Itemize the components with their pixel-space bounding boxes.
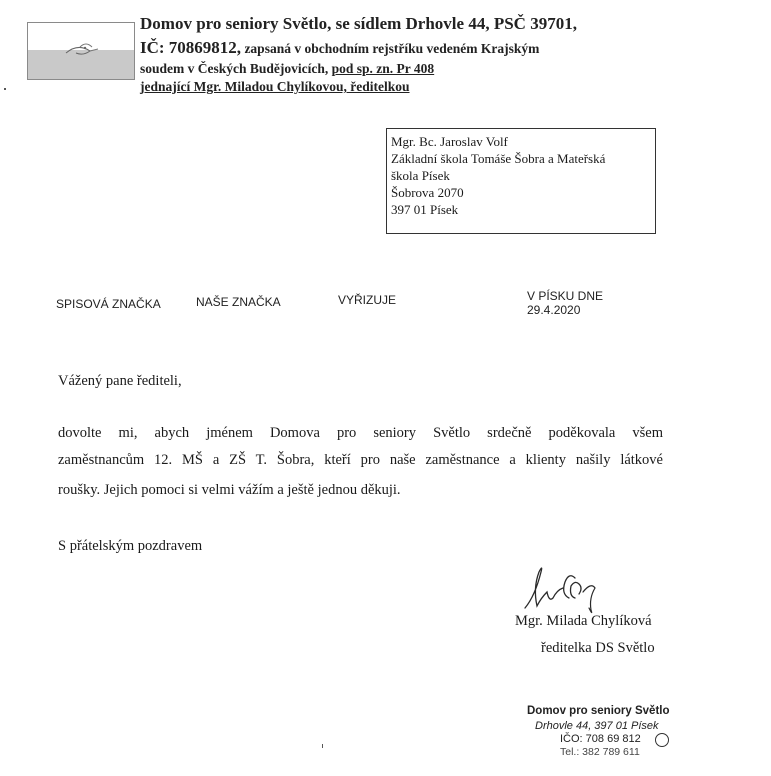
- recipient-school-line-2: škola Písek: [391, 168, 450, 183]
- letter-paragraph-line-2: zaměstnancům 12. MŠ a ZŠ T. Šobra, kteří pro naše zaměstnance a klienty našily látkové: [58, 452, 663, 468]
- stamp-circle-icon: [655, 733, 669, 747]
- header-line-4: jednající Mgr. Miladou Chylíkovou, ředitelkou: [140, 79, 410, 94]
- header-court-text: soudem v Českých Budějovicích,: [140, 61, 332, 76]
- signatory-role: ředitelka DS Světlo: [541, 640, 655, 656]
- organization-logo: [27, 22, 135, 80]
- recipient-school-line-1: Základní škola Tomáše Šobra a Mateřská: [391, 151, 606, 166]
- recipient-street: Šobrova 2070: [391, 185, 464, 200]
- header-file-number: pod sp. zn. Pr 408: [331, 61, 435, 76]
- header-line-2: [140, 38, 640, 58]
- recipient-city: 397 01 Písek: [391, 202, 459, 217]
- header-ico: IČ: 70869812,: [140, 38, 242, 57]
- header-registry-text: zapsaná v obchodním rejstříku vedeném Krajským: [241, 41, 540, 56]
- scan-speck: [322, 744, 323, 748]
- stamp-line-4: Tel.: 382 789 611: [560, 746, 640, 758]
- signatory-name: Mgr. Milada Chylíková: [515, 613, 652, 629]
- letter-greeting: Vážený pane řediteli,: [58, 373, 182, 389]
- ref-place-label: V PÍSKU DNE: [527, 289, 604, 303]
- ref-nase-znacka-label: NAŠE ZNAČKA: [196, 295, 281, 309]
- ref-date-value: 29.4.2020: [527, 303, 581, 317]
- stamp-line-2: Drhovle 44, 397 01 Písek: [535, 720, 659, 732]
- ref-spisova-znacka-label: SPISOVÁ ZNAČKA: [56, 297, 161, 311]
- letter-paragraph-line-3: roušky. Jejich pomoci si velmi vážím a ještě jednou děkuji.: [58, 482, 401, 498]
- stamp-line-1: Domov pro seniory Světlo: [527, 705, 670, 717]
- header-line-1: Domov pro seniory Světlo, se sídlem Drhovle 44, PSČ 39701,: [140, 14, 577, 33]
- ref-vyrizuje-label: VYŘIZUJE: [338, 293, 397, 307]
- header-line-3: [140, 61, 640, 77]
- handwritten-signature: [517, 558, 627, 618]
- recipient-address-box: [386, 128, 656, 234]
- letter-paragraph-line-1: dovolte mi, abych jménem Domova pro seniory Světlo srdečně poděkovala všem: [58, 425, 663, 441]
- letter-closing: S přátelským pozdravem: [58, 538, 203, 554]
- scan-speck: [4, 88, 6, 90]
- stamp-line-3: IČO: 708 69 812: [560, 733, 641, 745]
- logo-emblem-icon: [28, 23, 134, 79]
- recipient-name: Mgr. Bc. Jaroslav Volf: [391, 134, 508, 149]
